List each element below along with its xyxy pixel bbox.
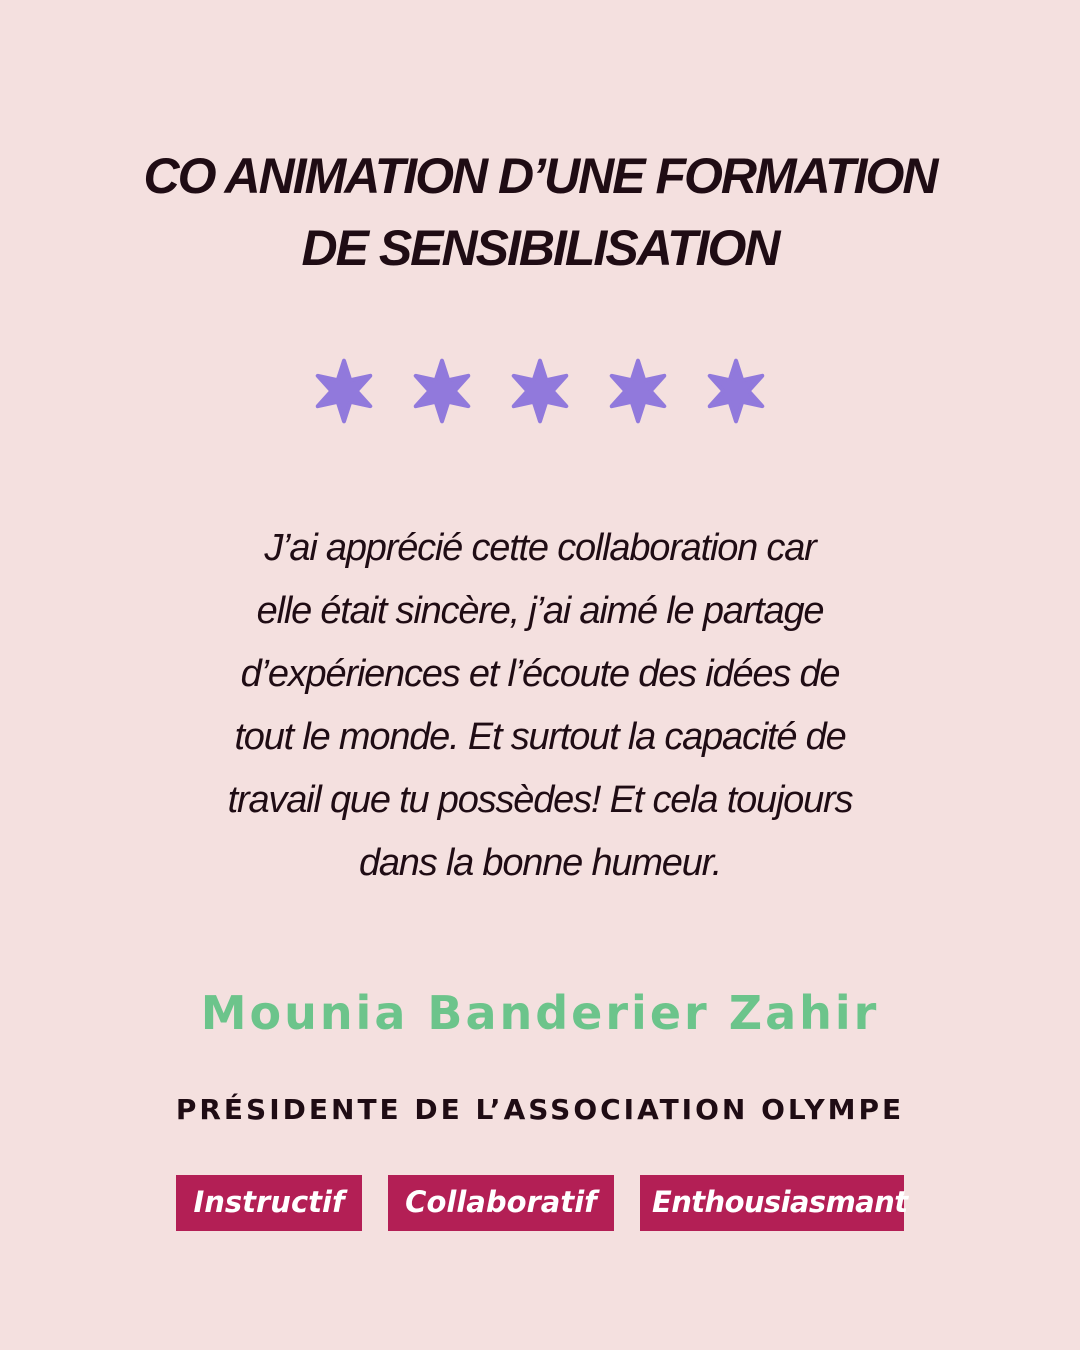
- tag-enthousiasmant: Enthousiasmant: [640, 1175, 904, 1231]
- star-icon-4: [605, 358, 671, 424]
- author-name: Mounia Banderier Zahir: [200, 986, 880, 1040]
- quote-line: d’expériences et l’écoute des idées de: [240, 653, 840, 695]
- quote-line: dans la bonne humeur.: [358, 842, 722, 884]
- testimonial-quote: [140, 517, 940, 895]
- star-icon-2: [409, 358, 475, 424]
- title-line-2: DE SENSIBILISATION: [301, 220, 779, 276]
- quote-line: travail que tu possèdes! Et cela toujours: [227, 779, 853, 821]
- tag-collaboratif: Collaboratif: [388, 1175, 614, 1231]
- quote-line: tout le monde. Et surtout la capacité de: [234, 716, 846, 758]
- quote-line: elle était sincère, j’ai aimé le partage: [256, 590, 824, 632]
- tag-list: [0, 1175, 1080, 1231]
- star-icon-5: [703, 358, 769, 424]
- star-icon-1: [311, 358, 377, 424]
- quote-line: J’ai apprécié cette collaboration car: [264, 527, 816, 569]
- title-line-1: CO ANIMATION D’UNE FORMATION: [143, 148, 937, 204]
- star-rating: [0, 358, 1080, 428]
- star-icon-3: [507, 358, 573, 424]
- tag-instructif: Instructif: [176, 1175, 362, 1231]
- author-role: PRÉSIDENTE DE L’ASSOCIATION OLYMPE: [175, 1093, 905, 1126]
- page-title: [60, 140, 1020, 284]
